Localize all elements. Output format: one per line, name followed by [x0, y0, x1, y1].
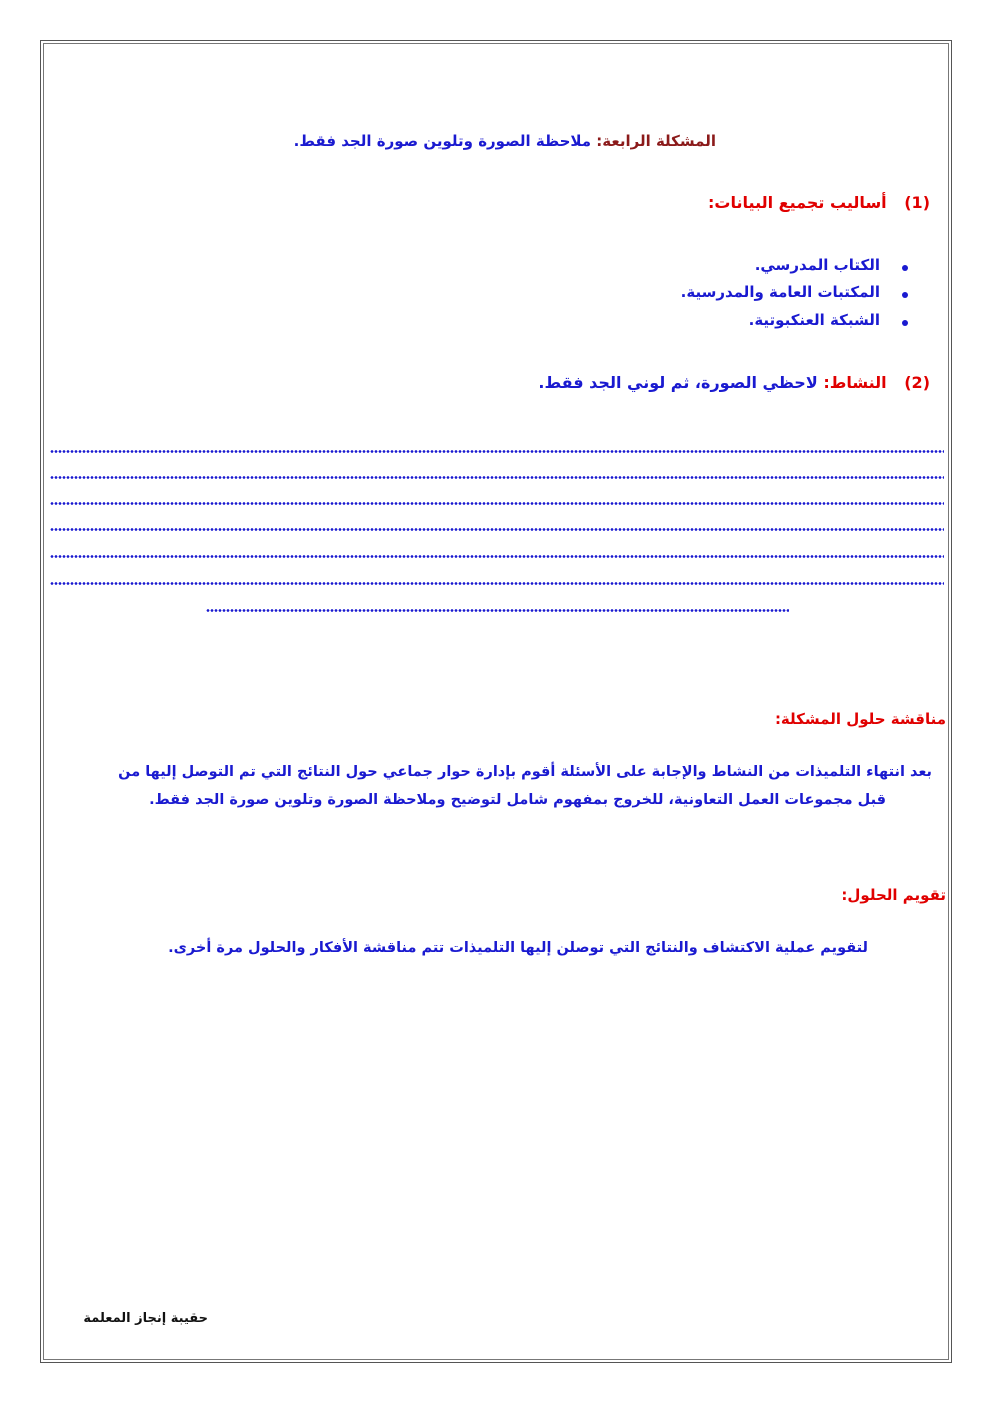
bullet-icon	[902, 292, 908, 298]
answer-line	[50, 476, 944, 480]
section2-text: لاحظي الصورة، ثم لوني الجد فقط.	[538, 373, 818, 392]
discussion-line-1: بعد انتهاء التلميذات من النشاط والإجابة على الأسئلة أقوم بإدارة حوار جماعي حول النتائج التي تم التوصل إليها من	[118, 764, 932, 780]
page-border-inner	[43, 43, 949, 1360]
answer-line	[50, 555, 944, 559]
footer-title: حقيبة إنجاز المعلمة	[83, 1311, 208, 1326]
discussion-line-2: قبل مجموعات العمل التعاونية، للخروج بمفهوم شامل لتوضيح وملاحظة الصورة وتلوين صورة الجد فقط.	[149, 792, 886, 808]
bullet-item-web: الشبكة العنكبوتية.	[748, 311, 880, 329]
answer-line	[50, 450, 944, 454]
answer-line	[50, 582, 944, 586]
answer-line	[206, 609, 789, 613]
bullet-item-libraries: المكتبات العامة والمدرسية.	[680, 283, 880, 301]
problem-label: المشكلة الرابعة:	[596, 132, 716, 150]
section1-heading	[708, 193, 930, 212]
evaluation-text: لتقويم عملية الاكتشاف والنتائج التي توصلن إليها التلميذات تتم مناقشة الأفكار والحلول مرة أخرى.	[168, 940, 868, 956]
bullet-item-textbook: الكتاب المدرسي.	[754, 256, 880, 274]
section2-label: النشاط:	[823, 373, 887, 392]
bullet-icon	[902, 320, 908, 326]
answer-line	[50, 502, 944, 506]
section1-number: (1)	[904, 193, 930, 212]
bullet-icon	[902, 265, 908, 271]
answer-line	[50, 528, 944, 532]
section2-heading	[538, 373, 930, 392]
discussion-heading: مناقشة حلول المشكلة:	[774, 710, 946, 728]
problem-text: ملاحظة الصورة وتلوين صورة الجد فقط.	[293, 132, 592, 150]
problem-heading	[294, 132, 716, 150]
section1-title: أساليب تجميع البيانات:	[708, 193, 887, 212]
evaluation-heading: تقويم الحلول:	[841, 886, 946, 904]
section2-number: (2)	[904, 373, 930, 392]
